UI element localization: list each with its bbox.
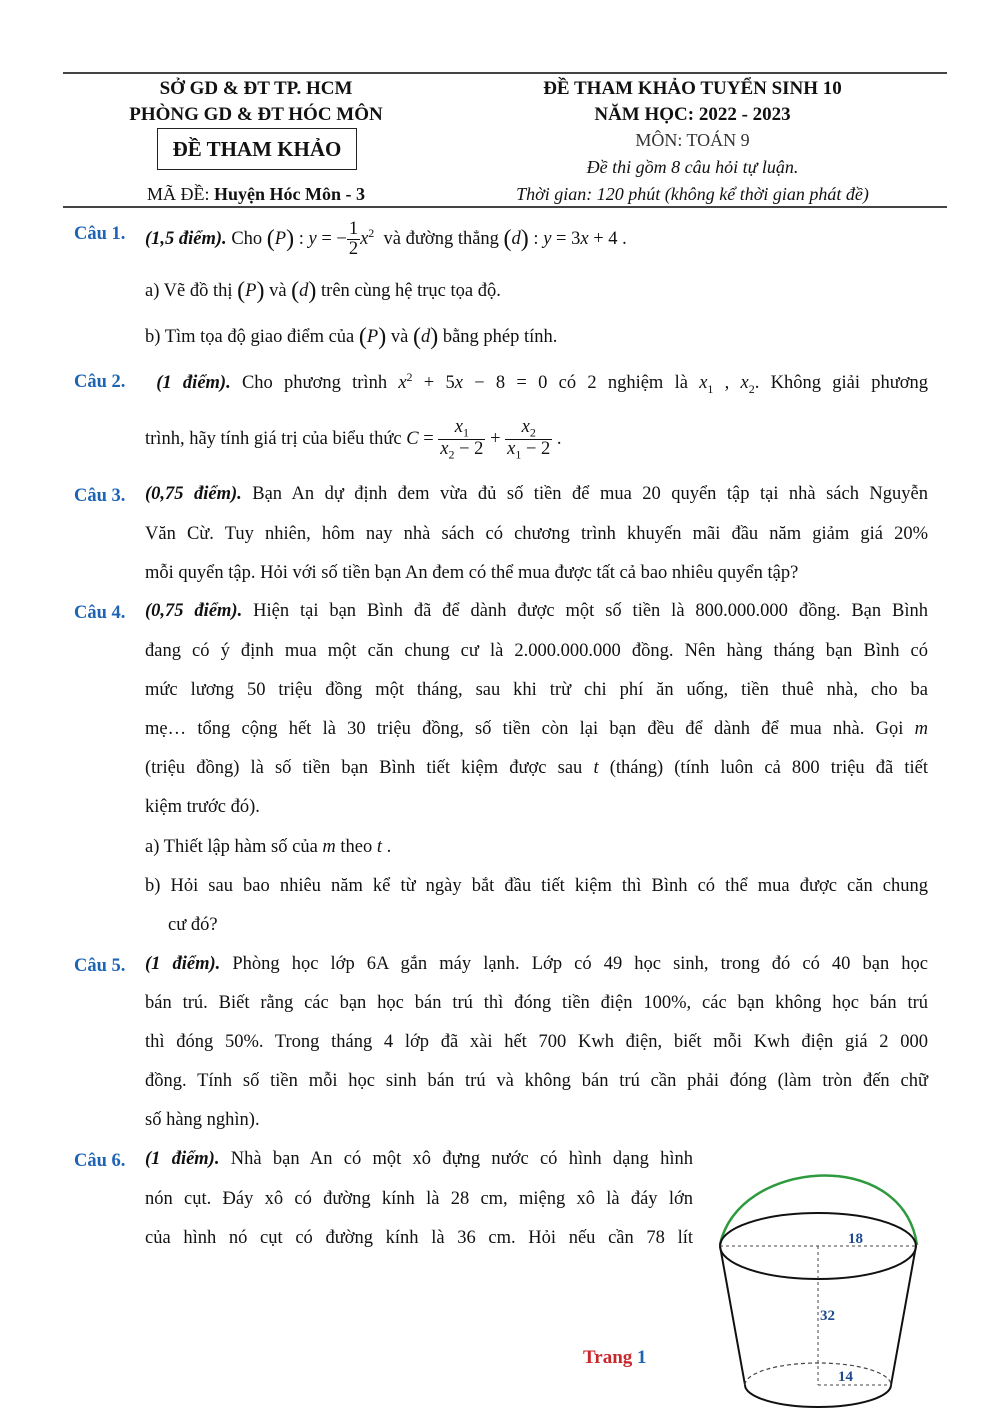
question-5-line-1: (1 điểm). Phòng học lớp 6A gắn máy lạnh. Lớp có 49 học sinh, trong đó có 40 bạn học xyxy=(145,954,928,974)
question-3-line-1: (0,75 điểm). Bạn An dự định đem vừa đủ số tiền để mua 20 quyển tập tại nhà sách Nguyễn xyxy=(145,484,929,504)
question-4-line-4: mẹ… tổng cộng hết là 30 triệu đồng, số tiền còn lại bạn đều để dành để mua nhà. Gọi m xyxy=(145,719,929,739)
question-2-label: Câu 2. xyxy=(74,372,126,392)
header-office: PHÒNG GD & ĐT HÓC MÔN xyxy=(129,104,383,125)
header-bottom-rule xyxy=(63,206,947,208)
question-4-line-1: (0,75 điểm). Hiện tại bạn Bình đã để dành được một số tiền là 800.000.000 đồng. Bạn Bình xyxy=(145,601,929,621)
question-6-line-2: nón cụt. Đáy xô có đường kính là 28 cm, miệng xô là đáy lớn xyxy=(145,1189,693,1209)
question-5-line-2: bán trú. Biết rằng các bạn học bán trú thì đóng tiền điện 100%, các bạn không học bán trú xyxy=(145,993,928,1013)
question-4b-line-1: b) Hỏi sau bao nhiêu năm kể từ ngày bắt đầu tiết kiệm thì Bình có thể mua được căn chung xyxy=(145,876,928,896)
label-bottom-radius: 14 xyxy=(838,1369,853,1385)
question-4b-line-2: cư đó? xyxy=(168,915,218,935)
question-5-line-5: số hàng nghìn). xyxy=(145,1110,260,1130)
question-6-line-1: (1 điểm). Nhà bạn An có một xô đựng nước có hình dạng hình xyxy=(145,1149,694,1169)
question-4a: a) Thiết lập hàm số của m theo t . xyxy=(145,837,392,857)
question-2-line-2: trình, hãy tính giá trị của biểu thức C = $\frac{x_1}{x_2 - 2}$ + $\frac{x_2}{x_1 - 2}$ . xyxy=(145,417,562,462)
question-1-label: Câu 1. xyxy=(74,224,126,244)
question-1-stem: (1,5 điểm). Cho (P) : y = − $\frac{1}{2}$ $x^2$ và đường thẳng (d) : y = 3x + 4 . xyxy=(145,218,627,260)
question-5-label: Câu 5. xyxy=(74,956,126,976)
header-subject: MÔN: TOÁN 9 xyxy=(635,130,750,150)
question-4-line-6: kiệm trước đó). xyxy=(145,797,260,817)
question-3-line-2: Văn Cừ. Tuy nhiên, hôm nay nhà sách có chương trình khuyến mãi đầu năm giảm giá 20% xyxy=(145,524,928,544)
question-4-line-2: đang có ý định mua một căn chung cư là 2.000.000.000 đồng. Nên hàng tháng bạn Bình có xyxy=(145,641,928,661)
question-4-line-3: mức lương 50 triệu đồng một tháng, sau khi trừ chi phí ăn uống, tiền thuê nhà, cho ba xyxy=(145,680,928,700)
question-1b: b) Tìm tọa độ giao điểm của (P) và (d) bằng phép tính. xyxy=(145,324,558,350)
bucket-figure xyxy=(712,1140,932,1415)
header-top-rule xyxy=(63,72,947,74)
question-6-label: Câu 6. xyxy=(74,1151,126,1171)
header-school-year: NĂM HỌC: 2022 - 2023 xyxy=(594,104,791,125)
header-duration: Thời gian: 120 phút (không kể thời gian phát đề) xyxy=(516,184,869,204)
header-exam-title: ĐỀ THAM KHẢO TUYỂN SINH 10 xyxy=(543,78,842,99)
header-exam-code: MÃ ĐỀ: Huyện Hóc Môn - 3 xyxy=(147,184,365,204)
header-department: SỞ GD & ĐT TP. HCM xyxy=(159,78,353,99)
bucket-bottom-front xyxy=(745,1385,891,1407)
header-boxed-title: ĐỀ THAM KHẢO xyxy=(157,128,357,170)
label-top-radius: 18 xyxy=(848,1231,863,1247)
page-footer: Trang 1 xyxy=(583,1347,647,1368)
question-3-label: Câu 3. xyxy=(74,486,126,506)
bucket-handle xyxy=(720,1176,917,1245)
label-height: 32 xyxy=(820,1308,835,1324)
question-6-line-3: của hình nó cụt có đường kính là 36 cm. Hỏi nếu cần 78 lít xyxy=(145,1228,693,1248)
question-5-line-4: đồng. Tính số tiền mỗi học sinh bán trú và không bán trú cần phải đóng (làm tròn đến chữ xyxy=(145,1071,928,1091)
question-2-line-1: (1 điểm). Cho phương trình $x^2 + 5x - 8 = 0$ có 2 nghiệm là $x_1$ , $x_2$. Không giải phương xyxy=(156,370,929,396)
question-4-label: Câu 4. xyxy=(74,603,126,623)
question-3-line-3: mỗi quyển tập. Hỏi với số tiền bạn An đem có thể mua được tất cả bao nhiêu quyển tập? xyxy=(145,563,799,583)
question-4-line-5: (triệu đồng) là số tiền bạn Bình tiết kiệm được sau t (tháng) (tính luôn cả 800 triệu đã tiết xyxy=(145,758,929,778)
question-1a: a) Vẽ đồ thị (P) và (d) trên cùng hệ trục tọa độ. xyxy=(145,278,501,304)
header-question-count: Đề thi gồm 8 câu hỏi tự luận. xyxy=(586,157,799,177)
question-5-line-3: thì đóng 50%. Trong tháng 4 lớp đã xài hết 700 Kwh điện, biết mỗi Kwh điện giá 2 000 xyxy=(145,1032,928,1052)
